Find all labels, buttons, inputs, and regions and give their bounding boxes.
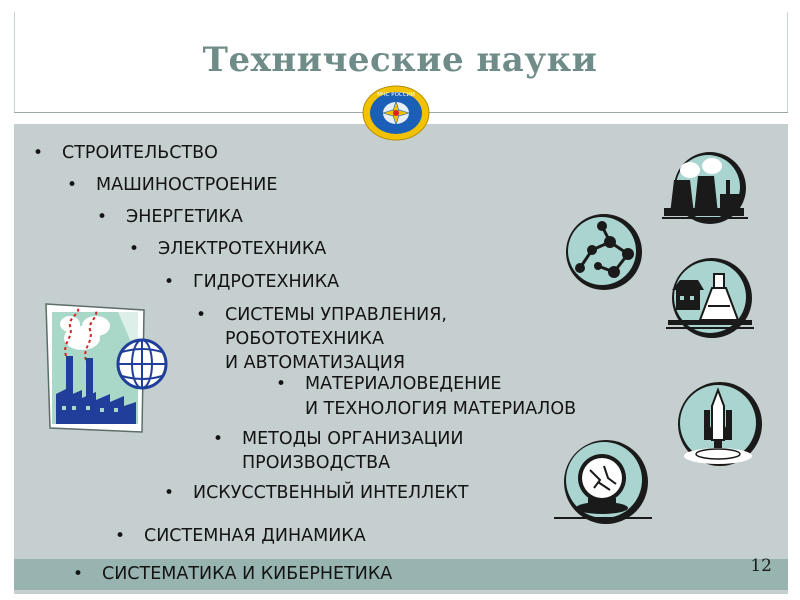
bullet-dot: • <box>97 207 108 227</box>
list-item-energy: ЭНЕРГЕТИКА <box>126 207 243 227</box>
bullet-dot: • <box>67 175 78 195</box>
logo-ring-text: МЧС РОССИИ <box>377 92 415 98</box>
list-item-hydraulic-engineering: ГИДРОТЕХНИКА <box>193 272 340 292</box>
list-item-production-methods-line1: МЕТОДЫ ОРГАНИЗАЦИИ <box>242 429 464 449</box>
list-item-control-systems-line2: РОБОТОТЕХНИКА <box>225 329 384 349</box>
list-item-electrical-engineering: ЭЛЕКТРОТЕХНИКА <box>158 239 327 259</box>
chemistry-lab-icon <box>658 256 762 342</box>
bullet-dot: • <box>129 239 140 259</box>
list-item-artificial-intelligence: ИСКУССТВЕННЫЙ ИНТЕЛЛЕКТ <box>193 483 469 503</box>
bullet-dot: • <box>73 564 84 584</box>
crystal-ball-icon <box>548 438 660 526</box>
page-number: 12 <box>750 556 772 576</box>
slide-title: Технические науки <box>202 40 598 80</box>
list-item-construction: СТРОИТЕЛЬСТВО <box>62 143 218 163</box>
list-item-control-systems-line1: СИСТЕМЫ УПРАВЛЕНИЯ, <box>225 305 447 325</box>
power-plant-icon <box>656 150 756 226</box>
bullet-dot: • <box>213 429 224 449</box>
molecule-icon <box>552 212 656 292</box>
list-item-control-systems-line3: И АВТОМАТИЗАЦИЯ <box>225 353 405 373</box>
bullet-dot: • <box>164 483 175 503</box>
emergency-ministry-logo <box>358 84 434 142</box>
bullet-dot: • <box>115 526 126 546</box>
bullet-dot: • <box>276 374 287 394</box>
list-item-system-dynamics: СИСТЕМНАЯ ДИНАМИКА <box>144 526 366 546</box>
list-item-mechanical-engineering: МАШИНОСТРОЕНИЕ <box>96 175 278 195</box>
list-item-production-methods-line2: ПРОИЗВОДСТВА <box>242 453 391 473</box>
bullet-dot: • <box>164 272 175 292</box>
factory-globe-icon <box>40 298 170 438</box>
bullet-dot: • <box>33 143 44 163</box>
list-item-materials-line2: И ТЕХНОЛОГИЯ МАТЕРИАЛОВ <box>305 399 577 419</box>
space-shuttle-icon <box>664 380 772 470</box>
list-item-materials-line1: МАТЕРИАЛОВЕДЕНИЕ <box>305 374 502 394</box>
list-item-systematics-cybernetics: СИСТЕМАТИКА И КИБЕРНЕТИКА <box>102 564 393 584</box>
bullet-dot: • <box>196 305 207 325</box>
